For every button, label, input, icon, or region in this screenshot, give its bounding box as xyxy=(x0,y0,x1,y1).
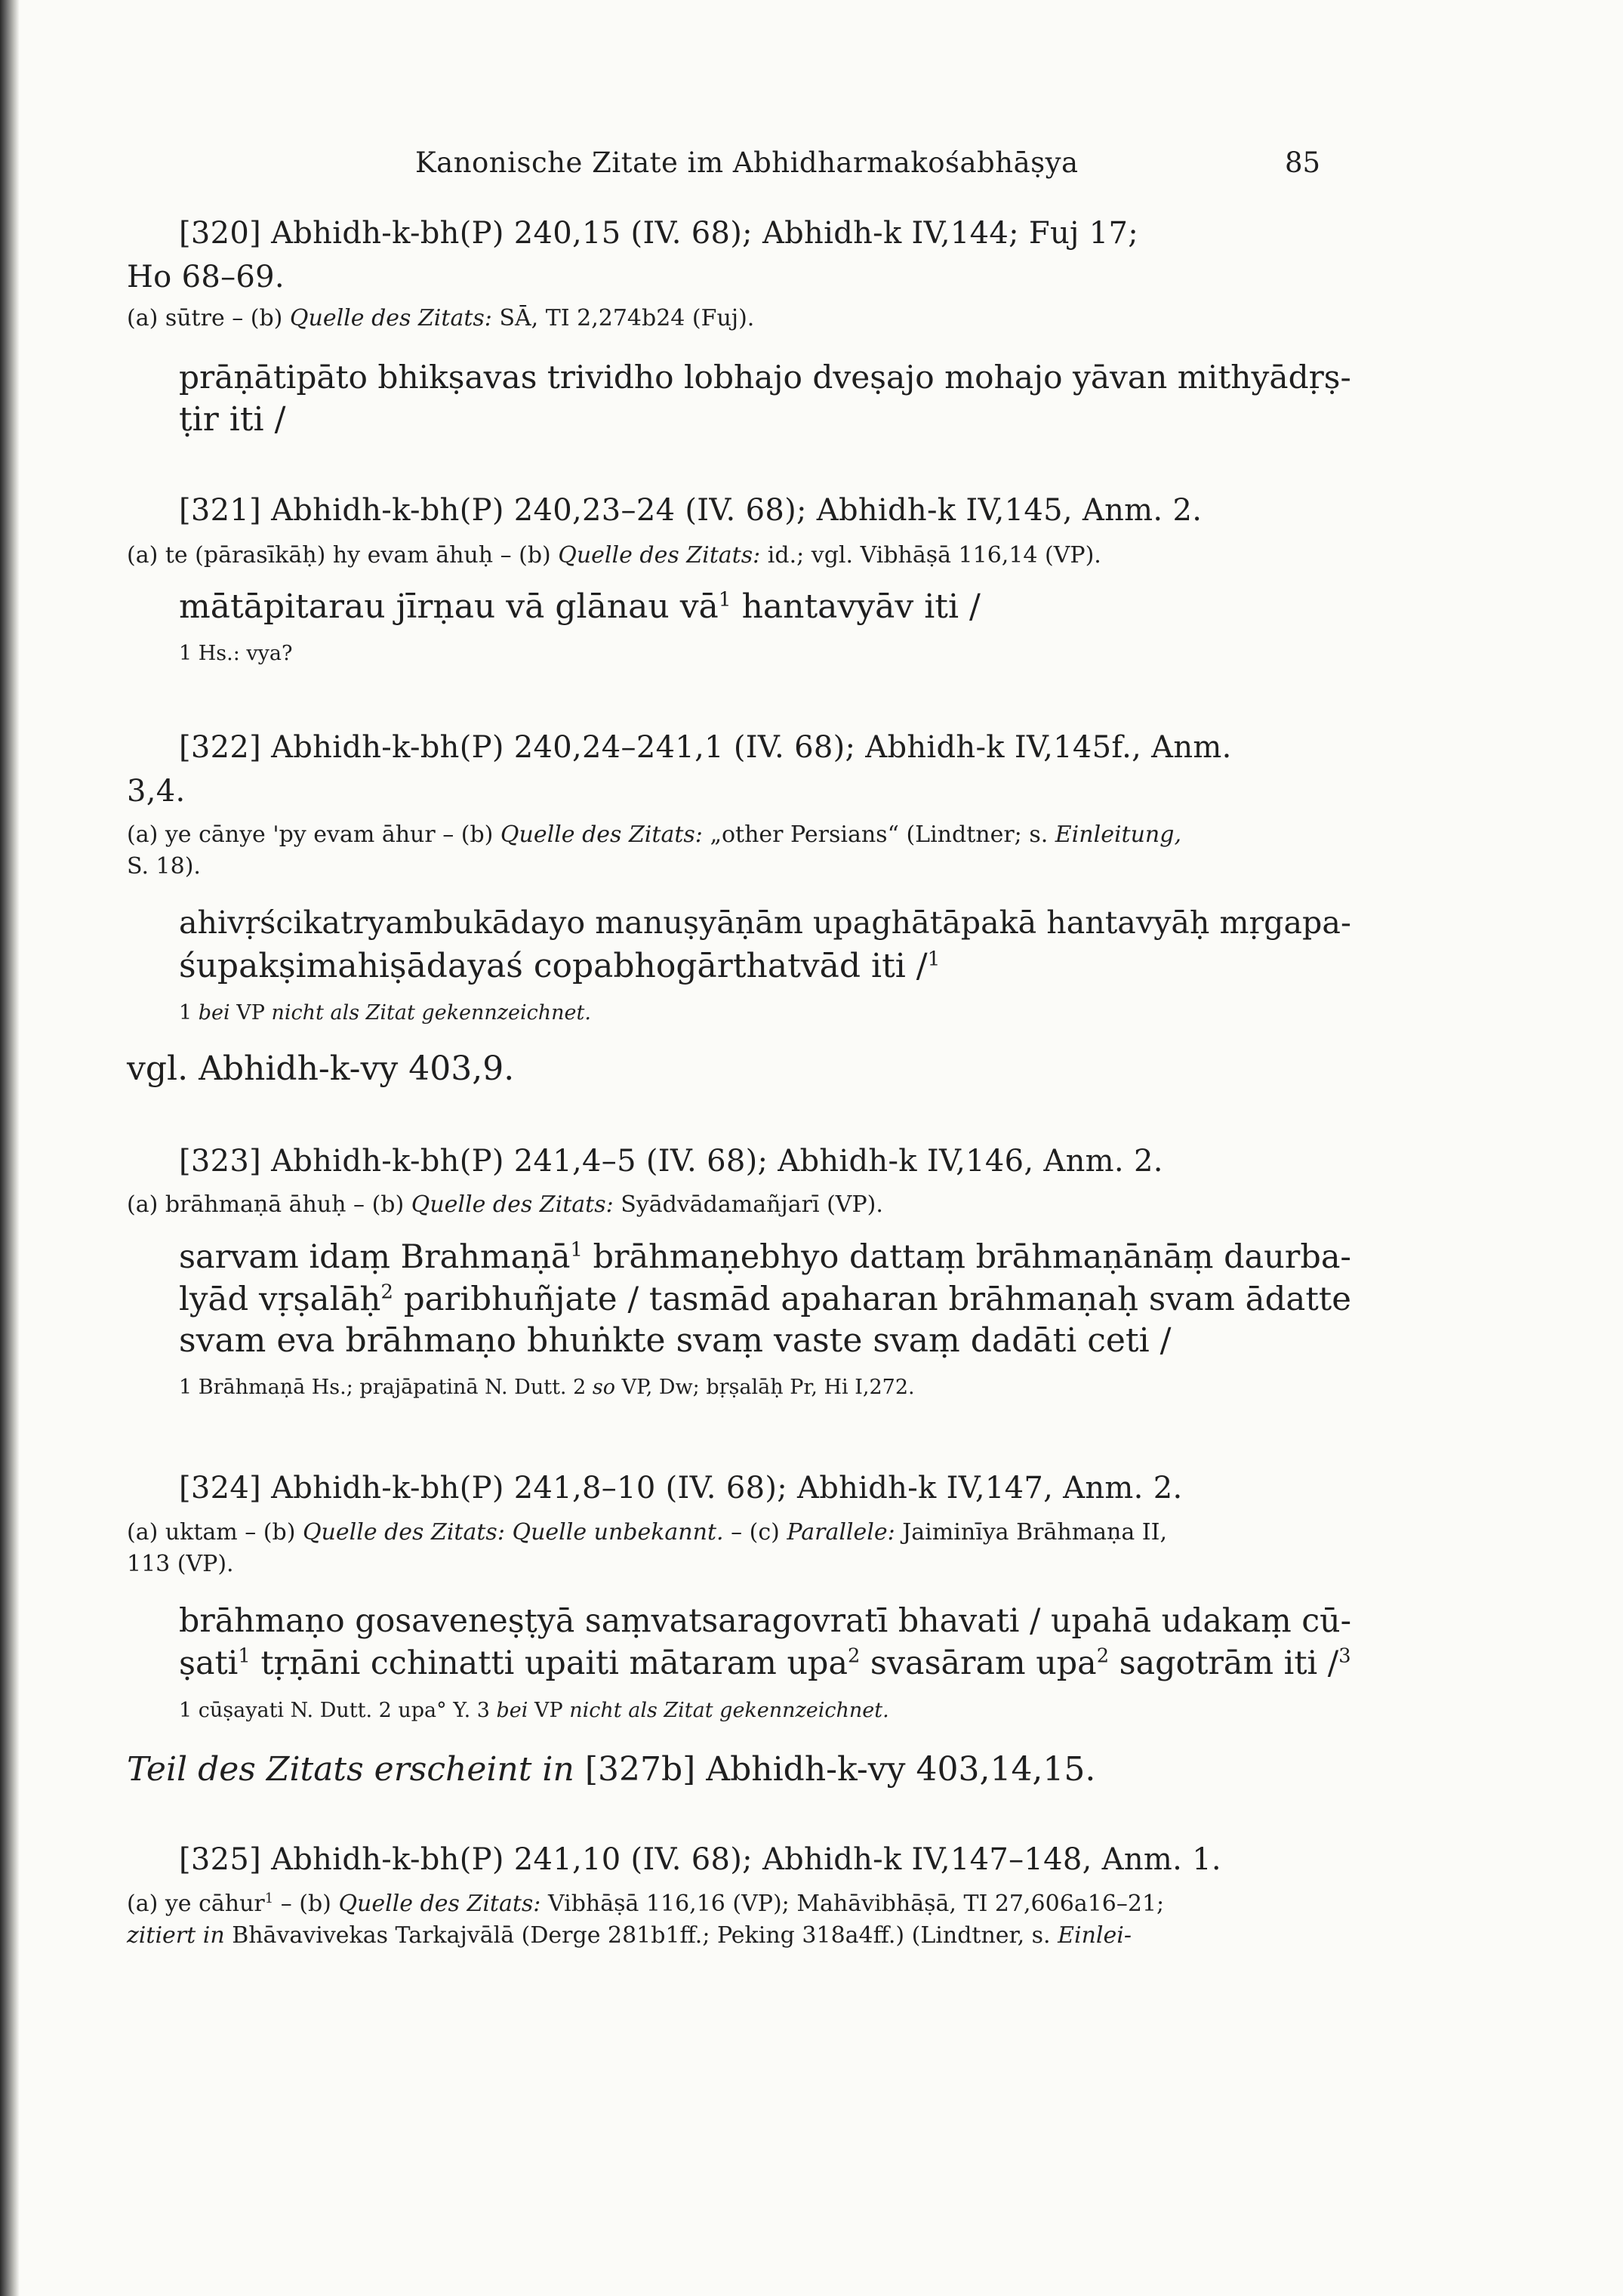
page-number: 85 xyxy=(1285,146,1321,179)
entry-322-quote-line-2: śupakṣimahiṣādayaś copabhogārthatvād iti /$^1$ xyxy=(179,947,941,985)
entry-322-ref-line-2: 3,4. xyxy=(127,774,186,809)
entry-325-ref-line-1: [325] Abhidh-k-bh(P) 241,10 (IV. 68); Abhidh-k IV,147–148, Anm. 1. xyxy=(179,1842,1221,1877)
entry-322-ref-line-1: [322] Abhidh-k-bh(P) 240,24–241,1 (IV. 68); Abhidh-k IV,145f., Anm. xyxy=(179,730,1232,765)
entry-320-ref-line-2: Ho 68–69. xyxy=(127,260,285,294)
entry-320-quote-line-2: ṭir iti / xyxy=(179,400,286,439)
entry-325-source-line-2: zitiert in Bhāvavivekas Tarkajvālā (Derge 281b1ff.; Peking 318a4ff.) (Lindtner, s. Einlei- xyxy=(127,1922,1132,1949)
entry-322-source-line-2: S. 18). xyxy=(127,853,201,880)
entry-324-quote-line-2: ṣati$^1$ tṛṇāni cchinatti upaiti mātaram upa$^2$ svasāram upa$^2$ sagotrām iti /$^3$ xyxy=(179,1644,1351,1682)
entry-320-source: (a) sūtre – (b) Quelle des Zitats: SĀ, TI 2,274b24 (Fuj). xyxy=(127,305,755,331)
entry-325-source-line-1: (a) ye cāhur$^1$ – (b) Quelle des Zitats: Vibhāṣā 116,16 (VP); Mahāvibhāṣā, TI 27,606a16–21; xyxy=(127,1891,1165,1917)
entry-321-ref-line-1: [321] Abhidh-k-bh(P) 240,23–24 (IV. 68); Abhidh-k IV,145, Anm. 2. xyxy=(179,493,1203,528)
entry-320-quote-line-1: prāṇātipāto bhikṣavas trividho lobhajo dveṣajo mohajo yāvan mithyādṛṣ- xyxy=(179,359,1351,396)
entry-321-quote: mātāpitarau jīrṇau vā glānau $vā^1$ hantavyāv iti / xyxy=(179,587,981,626)
entry-323-footnote: 1 Brāhmaṇā Hs.; prajāpatinā N. Dutt. 2 so VP, Dw; bṛṣalāḥ Pr, Hi I,272. xyxy=(179,1376,915,1399)
entry-321-source: (a) te (pārasīkāḥ) hy evam āhuḥ – (b) Quelle des Zitats: id.; vgl. Vibhāṣā 116,14 (VP). xyxy=(127,542,1101,569)
running-head: Kanonische Zitate im Abhidharmakośabhāṣya xyxy=(415,146,1079,179)
entry-324-teil: Teil des Zitats erscheint in [327b] Abhidh-k-vy 403,14,15. xyxy=(127,1750,1096,1789)
entry-323-quote-line-1: sarvam idaṃ Brahmaṇā$^1$ brāhmaṇebhyo dattaṃ brāhmaṇānāṃ daurba- xyxy=(179,1238,1351,1276)
entry-322-vgl: vgl. Abhidh-k-vy 403,9. xyxy=(127,1049,515,1088)
entry-320-ref-line-1: [320] Abhidh-k-bh(P) 240,15 (IV. 68); Abhidh-k IV,144; Fuj 17; xyxy=(179,216,1139,251)
entry-322-footnote: 1 bei VP nicht als Zitat gekennzeichnet. xyxy=(179,1001,591,1025)
entry-323-quote-line-3: svam eva brāhmaṇo bhuṅkte svaṃ vaste svaṃ dadāti ceti / xyxy=(179,1321,1172,1360)
scan-binding-edge xyxy=(0,0,20,2296)
entry-324-footnote: 1 cūṣayati N. Dutt. 2 upa° Y. 3 bei VP nicht als Zitat gekennzeichnet. xyxy=(179,1699,889,1722)
entry-324-ref-line-1: [324] Abhidh-k-bh(P) 241,8–10 (IV. 68); Abhidh-k IV,147, Anm. 2. xyxy=(179,1471,1183,1505)
entry-321-footnote: 1 Hs.: vya? xyxy=(179,642,293,665)
entry-323-ref-line-1: [323] Abhidh-k-bh(P) 241,4–5 (IV. 68); Abhidh-k IV,146, Anm. 2. xyxy=(179,1144,1163,1179)
entry-322-source-line-1: (a) ye cānye 'py evam āhur – (b) Quelle des Zitats: „other Persians“ (Lindtner; s. Einleitung, xyxy=(127,821,1181,848)
entry-324-source-line-1: (a) uktam – (b) Quelle des Zitats: Quelle unbekannt. – (c) Parallele: Jaiminīya Brāhmaṇa II, xyxy=(127,1519,1168,1546)
entry-324-quote-line-1: brāhmaṇo gosaveneṣṭyā saṃvatsaragovratī bhavati / upahā udakaṃ cū- xyxy=(179,1602,1352,1640)
entry-322-quote-line-1: ahivṛścikatryambukādayo manuṣyāṇām upaghātāpakā hantavyāḥ mṛgapa- xyxy=(179,905,1351,941)
entry-323-quote-line-2: lyād vṛṣalāḥ$^2$ paribhuñjate / tasmād apaharan brāhmaṇaḥ svam ādatte xyxy=(179,1281,1351,1318)
entry-323-source: (a) brāhmaṇā āhuḥ – (b) Quelle des Zitats: Syādvādamañjarī (VP). xyxy=(127,1191,883,1218)
entry-324-source-line-2: 113 (VP). xyxy=(127,1551,234,1577)
